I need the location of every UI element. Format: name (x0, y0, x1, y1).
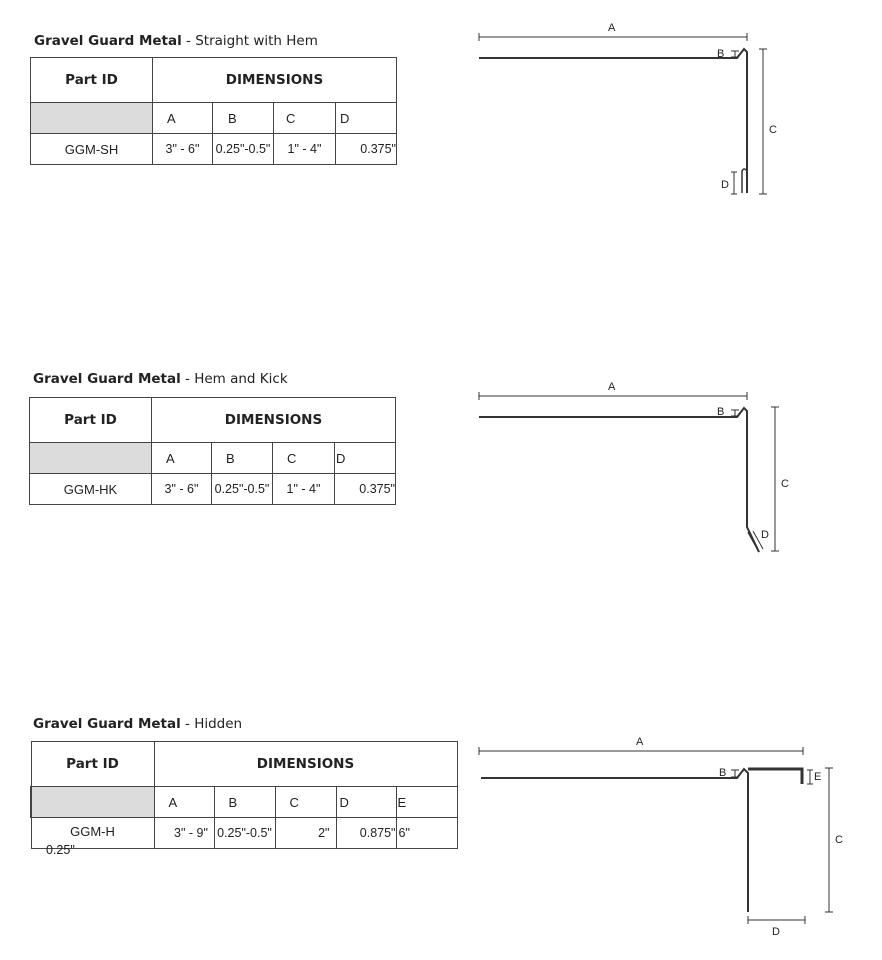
label-e: E (814, 771, 822, 783)
column-c: C (274, 103, 336, 134)
title-bold: Gravel Guard Metal (33, 716, 181, 732)
column-a: A (154, 787, 214, 818)
column-a: A (153, 103, 213, 134)
part-id-header: Part ID (30, 398, 152, 443)
metal-profile (479, 408, 759, 552)
column-b: B (214, 787, 275, 818)
metal-profile (481, 769, 748, 912)
dimensions-header: DIMENSIONS (154, 742, 457, 787)
value-c: 1" - 4" (274, 134, 336, 165)
part-id-header: Part ID (31, 742, 154, 787)
value-a: 3" - 6" (152, 474, 212, 505)
label-a: A (608, 381, 616, 393)
value-e: 6" (396, 818, 457, 849)
label-c: C (835, 834, 843, 846)
title-bold: Gravel Guard Metal (33, 371, 181, 387)
title-rest: - Hidden (180, 716, 243, 732)
part-id-header: Part ID (31, 58, 153, 103)
column-e: E (396, 787, 457, 818)
value-c: 1" - 4" (273, 474, 335, 505)
diagram-hidden (479, 747, 833, 924)
value-d: 0.875" (336, 818, 396, 849)
part-id-cell: GGM-H (31, 818, 154, 849)
metal-profile (479, 49, 747, 193)
kick-hem-profile (748, 532, 759, 552)
label-a: A (608, 22, 616, 34)
column-b: B (213, 103, 274, 134)
title-rest: - Hem and Kick (180, 371, 288, 387)
column-b: B (212, 443, 273, 474)
column-d: D (336, 787, 396, 818)
value-a: 3" - 6" (153, 134, 213, 165)
diagram-hem-and-kick (479, 392, 779, 552)
label-c: C (781, 478, 789, 490)
value-b: 0.25"-0.5" (212, 474, 273, 505)
label-a: A (636, 736, 644, 748)
label-b: B (717, 406, 725, 418)
column-d: D (336, 103, 397, 134)
value-d: 0.375" (336, 134, 397, 165)
dimensions-header: DIMENSIONS (153, 58, 397, 103)
label-d: D (721, 179, 729, 191)
part-id-cell: GGM-SH (31, 134, 153, 165)
label-c: C (769, 124, 777, 136)
value-c: 2" (275, 818, 336, 849)
part-id-cell: GGM-HK (30, 474, 152, 505)
column-c: C (275, 787, 336, 818)
value-a: 3" - 9" (154, 818, 214, 849)
value-d: 0.375" (335, 474, 396, 505)
title-bold: Gravel Guard Metal (34, 33, 182, 49)
label-d: D (772, 926, 780, 938)
label-b: B (717, 48, 725, 60)
dimensions-header: DIMENSIONS (152, 398, 396, 443)
value-b: 0.25"-0.5" (214, 818, 275, 849)
label-d: D (761, 529, 769, 541)
value-b: 0.25"-0.5" (213, 134, 274, 165)
title-rest: - Straight with Hem (181, 33, 318, 49)
hidden-return-profile (748, 769, 802, 784)
column-c: C (273, 443, 335, 474)
overflow-value: 0.25" (46, 843, 75, 857)
column-a: A (152, 443, 212, 474)
column-d: D (335, 443, 396, 474)
label-b: B (719, 767, 727, 779)
